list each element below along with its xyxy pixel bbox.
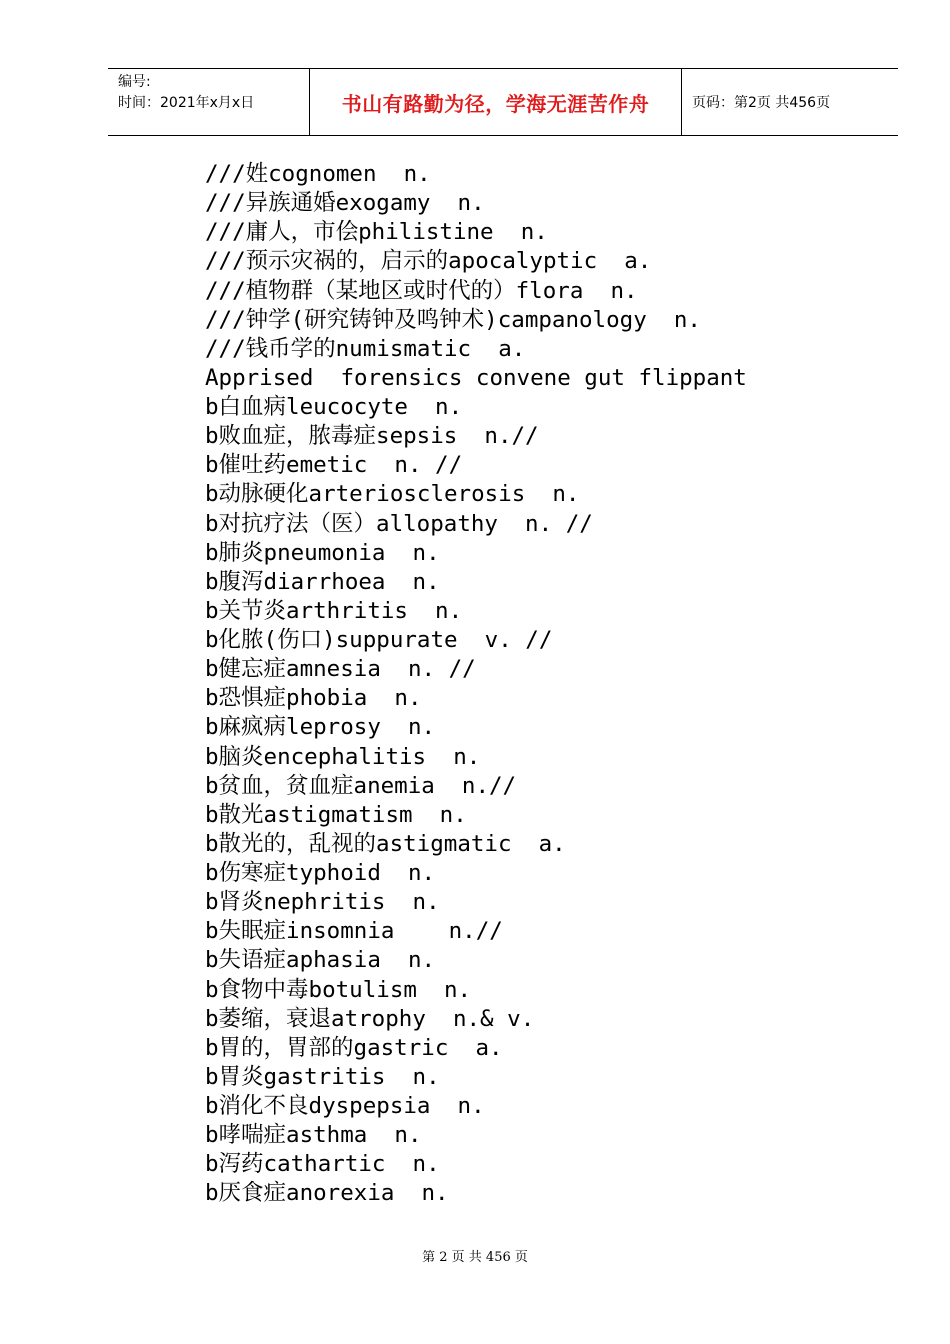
document-date-label: 时间：2021年x月x日 xyxy=(118,95,255,111)
vocabulary-entry: b散光的，乱视的astigmatic a. xyxy=(205,830,566,857)
vocabulary-entry: b健忘症amnesia n. // xyxy=(205,656,476,683)
vocabulary-entry: b恐惧症phobia n. xyxy=(205,685,422,712)
vocabulary-entry: ///庸人，市侩philistine n. xyxy=(205,219,548,246)
header-page-info: 页码：第2页 共456页 xyxy=(692,95,831,111)
vocabulary-entry: b厌食症anorexia n. xyxy=(205,1180,449,1207)
vocabulary-entry: b消化不良dyspepsia n. xyxy=(205,1093,485,1119)
vocabulary-entry: b泻药cathartic n. xyxy=(205,1151,440,1178)
vocabulary-entry: b食物中毒botulism n. xyxy=(205,976,472,1003)
vocabulary-entry: ///异族通婚exogamy n. xyxy=(205,190,485,217)
vocabulary-entry: b散光astigmatism n. xyxy=(205,801,467,828)
vocabulary-entry: b胃的，胃部的gastric a. xyxy=(205,1034,503,1061)
vocabulary-entry: b萎缩，衰退atrophy n.& v. xyxy=(205,1005,535,1032)
vocabulary-entry: b化脓(伤口)suppurate v. // xyxy=(205,627,553,653)
vocabulary-entry: b失语症aphasia n. xyxy=(205,947,436,974)
vocabulary-entry: b麻疯病leprosy n. xyxy=(205,714,436,741)
vocabulary-entry: ///预示灾祸的，启示的apocalyptic a. xyxy=(205,248,652,275)
vocabulary-entry: Apprised forensics convene gut flippant xyxy=(205,364,747,391)
vocabulary-entry: ///钱币学的numismatic a. xyxy=(205,335,526,362)
vocabulary-entry: b伤寒症typhoid n. xyxy=(205,860,436,886)
vocabulary-entry: b哮喘症asthma n. xyxy=(205,1122,422,1149)
vocabulary-entry: b腹泻diarrhoea n. xyxy=(205,568,440,595)
vocabulary-entry: b白血病leucocyte n. xyxy=(205,394,463,420)
page-footer: 第 2 页 共 456 页 xyxy=(422,1250,528,1265)
vocabulary-entry: b肾炎nephritis n. xyxy=(205,889,440,916)
vocabulary-entry: b对抗疗法（医）allopathy n. // xyxy=(205,510,593,537)
vocabulary-entry: b关节炎arthritis n. xyxy=(205,597,463,624)
vocabulary-entry: b贫血，贫血症anemia n.// xyxy=(205,772,517,799)
vocabulary-list xyxy=(205,160,747,1209)
vocabulary-entry: ///姓cognomen n. xyxy=(205,161,431,187)
vocabulary-entry: b脑炎encephalitis n. xyxy=(205,743,481,770)
vocabulary-entry: b催吐药emetic n. // xyxy=(205,452,463,479)
vocabulary-entry: ///钟学(研究铸钟及鸣钟术)campanology n. xyxy=(205,306,701,333)
vocabulary-entry: ///植物群（某地区或时代的）flora n. xyxy=(205,277,638,304)
header-motto: 书山有路勤为径，学海无涯苦作舟 xyxy=(310,69,682,135)
header-meta xyxy=(108,69,310,135)
document-number-label: 编号: xyxy=(118,74,151,90)
vocabulary-entry: b胃炎gastritis n. xyxy=(205,1063,440,1090)
vocabulary-entry: b失眠症insomnia n.// xyxy=(205,918,503,945)
vocabulary-entry: b肺炎pneumonia n. xyxy=(205,539,440,566)
vocabulary-entry: b动脉硬化arteriosclerosis n. xyxy=(205,481,580,508)
page-header xyxy=(108,68,898,136)
vocabulary-entry: b败血症，脓毒症sepsis n.// xyxy=(205,423,539,450)
